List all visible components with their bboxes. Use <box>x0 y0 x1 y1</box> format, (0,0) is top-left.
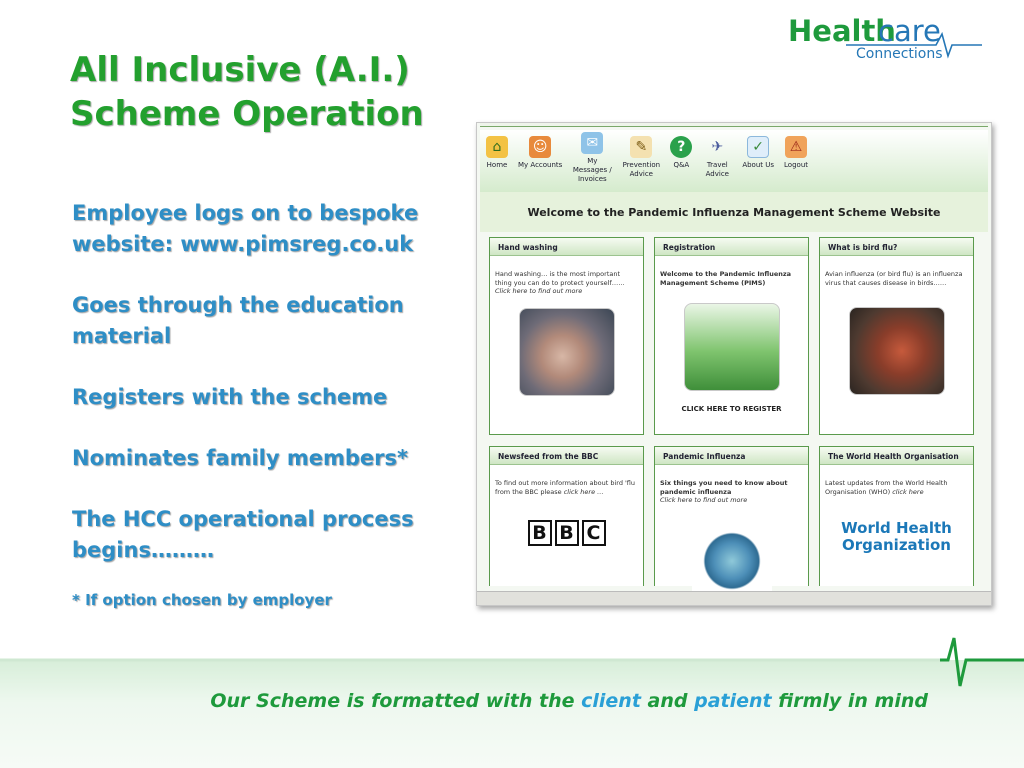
footnote: * If option chosen by employer <box>72 591 332 609</box>
panel-text: Avian influenza (or bird flu) is an influenza virus that causes disease in birds…… <box>825 270 963 287</box>
panel-link[interactable]: click here … <box>563 487 604 496</box>
panel-body <box>820 256 973 395</box>
nav-my-accounts[interactable] <box>518 136 562 170</box>
logo-connections-text: Connections <box>856 46 943 62</box>
slide-title <box>70 48 470 136</box>
nav-about-us[interactable] <box>742 136 774 170</box>
tagline-client: client <box>581 690 641 712</box>
messages-icon: ✉ <box>581 132 603 154</box>
nav-my-accounts-label: My Accounts <box>518 161 563 169</box>
panel-title: Pandemic Influenza <box>655 447 808 465</box>
nav-prevention-advice[interactable] <box>622 136 660 179</box>
bbc-letter: B <box>555 520 579 546</box>
logo-care-text: care <box>878 14 941 48</box>
who-logo-line-2: Organization <box>842 536 951 554</box>
crowd-image[interactable] <box>684 303 780 391</box>
logo-health-text: Health <box>788 14 896 48</box>
nav-my-messages-label: My Messages / Invoices <box>572 157 612 183</box>
nav-home-label: Home <box>486 161 508 169</box>
panel-link[interactable]: click here <box>892 487 924 496</box>
hand-washing-image[interactable] <box>519 308 615 396</box>
panel-bird-flu <box>819 237 974 435</box>
chickens-image[interactable] <box>849 307 945 395</box>
bullet-item: Nominates family members* <box>72 446 408 470</box>
bullet-list <box>72 198 452 610</box>
tagline-and: and <box>647 690 688 712</box>
heartbeat-line-icon <box>0 636 1024 696</box>
panel-body <box>820 465 973 554</box>
panel-hand-washing <box>489 237 644 435</box>
tagline-part-1: Our Scheme is formatted with the <box>210 690 575 712</box>
panel-title: The World Health Organisation <box>820 447 973 465</box>
panel-link[interactable]: Click here to find out more <box>660 496 748 504</box>
bullet-item: Employee logs on to bespoke website: www.pimsreg.co.uk <box>72 201 419 256</box>
home-icon: ⌂ <box>486 136 508 158</box>
logout-icon: ⚠ <box>785 136 807 158</box>
plane-icon: ✈ <box>711 138 724 155</box>
nav-about-us-label: About Us <box>742 161 775 169</box>
panel-title: What is bird flu? <box>820 238 973 256</box>
nav-travel-advice-label: Travel Advice <box>705 161 729 178</box>
website-screenshot <box>476 122 992 606</box>
panel-title: Registration <box>655 238 808 256</box>
panel-bbc-newsfeed <box>489 446 644 586</box>
tagline-patient: patient <box>694 690 772 712</box>
nav-my-messages[interactable] <box>572 136 612 184</box>
help-icon: ? <box>670 136 692 158</box>
panel-title: Newsfeed from the BBC <box>490 447 643 465</box>
prevention-icon: ✎ <box>630 136 652 158</box>
panel-text: Hand washing… is the most important thing you can do to protect yourself…… <box>495 270 625 287</box>
nav-prevention-advice-label: Prevention Advice <box>622 161 661 178</box>
bbc-logo[interactable] <box>495 520 638 546</box>
panel-text: Latest updates from the World Health Organisation (WHO) <box>825 479 948 496</box>
panel-link[interactable]: Click here to find out more <box>495 287 583 295</box>
website-navbar <box>480 130 988 192</box>
who-logo-line-1: World Health <box>841 519 952 537</box>
welcome-banner: Welcome to the Pandemic Influenza Management Scheme Website <box>480 192 988 232</box>
nav-home[interactable] <box>486 136 508 170</box>
nav-qa-label: Q&A <box>673 161 690 169</box>
panel-body <box>490 256 643 396</box>
register-link[interactable]: CLICK HERE TO REGISTER <box>681 405 782 413</box>
about-icon: ✓ <box>747 136 769 158</box>
panel-pandemic-influenza <box>654 446 809 586</box>
nav-qa[interactable] <box>670 136 692 170</box>
who-logo[interactable] <box>825 520 968 554</box>
nav-logout[interactable] <box>784 136 808 170</box>
website-top-border <box>480 123 988 127</box>
nav-travel-advice[interactable] <box>702 136 732 179</box>
panel-title: Hand washing <box>490 238 643 256</box>
tagline-part-2: firmly in mind <box>778 690 928 712</box>
panel-body <box>655 256 808 414</box>
accounts-icon: ☺ <box>529 136 551 158</box>
bbc-letter: B <box>528 520 552 546</box>
panel-heading: Six things you need to know about pandemic influenza <box>660 479 788 496</box>
panel-body <box>655 465 808 605</box>
panel-body <box>490 465 643 546</box>
nav-logout-label: Logout <box>784 161 808 169</box>
panel-registration <box>654 237 809 435</box>
panel-who <box>819 446 974 586</box>
slide-title-line-2: Scheme Operation <box>70 94 424 134</box>
panel-text: To find out more information about bird 'flu from the BBC please <box>495 479 636 496</box>
bullet-item: Goes through the education material <box>72 293 404 348</box>
footer-tagline <box>0 690 928 712</box>
healthcare-connections-logo <box>786 12 986 68</box>
bullet-item: The HCC operational process begins……… <box>72 507 414 562</box>
panel-heading: Welcome to the Pandemic Influenza Management Scheme (PIMS) <box>660 270 792 287</box>
bbc-letter: C <box>582 520 606 546</box>
slide-title-line-1: All Inclusive (A.I.) <box>70 50 410 90</box>
bullet-item: Registers with the scheme <box>72 385 388 409</box>
website-horizontal-scrollbar[interactable] <box>477 591 991 605</box>
